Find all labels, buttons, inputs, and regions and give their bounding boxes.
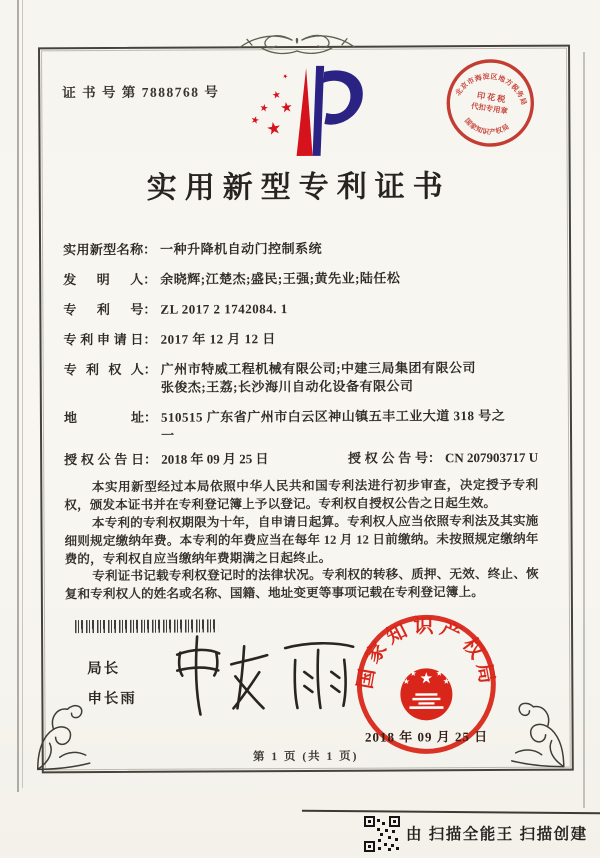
field-label: 专利权人 [63, 361, 144, 378]
scanner-app-note: 由 扫描全能王 扫描创建 [406, 826, 588, 843]
field-row-filing-date [63, 329, 541, 350]
tax-stamp-line2: 代扣专用章 [470, 101, 509, 116]
seal-arc-text: 国家知识产权局 [354, 615, 499, 691]
logo-star-icon: ★ [281, 72, 289, 81]
field-colon: ： [143, 361, 157, 377]
logo-star-icon: ★ [258, 102, 270, 115]
logo-star-icon: ★ [264, 117, 284, 141]
grant-row [64, 449, 542, 470]
director-signature [147, 628, 362, 721]
director-block [87, 657, 137, 708]
field-colon: ： [144, 451, 158, 467]
field-value: 余晓辉;江楚杰;盛民;王强;黄先业;陆任松 [160, 270, 401, 287]
qr-code [364, 816, 400, 852]
seal-date: 2018 年 09 月 25 日 [364, 729, 489, 745]
logo-star-icon: ★ [271, 89, 283, 102]
field-list [63, 239, 542, 457]
field-colon: ： [143, 301, 157, 317]
grant-number [348, 449, 542, 468]
field-row-utility-model-name [63, 239, 541, 260]
tax-stamp-line1: 印 花 税 [476, 90, 506, 105]
logo-p-mark [246, 64, 371, 163]
field-row-patent-number [63, 299, 541, 320]
tax-stamp-seal [436, 48, 545, 157]
field-label: 发明人 [63, 271, 144, 288]
field-row-address [64, 407, 542, 446]
grant-date [64, 450, 268, 469]
field-value: 2018 年 09 月 25 日 [161, 451, 269, 467]
field-label: 实用新型名称 [63, 241, 144, 258]
director-name: 申长雨 [87, 690, 137, 708]
field-value: CN 207903717 U [444, 449, 539, 466]
page-number: 第 1 页 (共 1 页) [252, 750, 359, 764]
body-paragraph: 专利证书记载专利权登记时的法律状况。专利权的转移、质押、无效、终止、恢复和专利权人的姓名或名称、国籍、地址变更等事项记载在专利登记簿上。 [64, 567, 539, 602]
cnipa-logo [246, 64, 371, 163]
border-top-ornament [202, 31, 392, 62]
field-value: 510515 广东省广州市白云区神山镇五丰工业大道 318 号之 一 [160, 407, 506, 443]
field-value: ZL 2017 2 1742084. 1 [160, 301, 288, 317]
field-colon: ： [427, 450, 442, 466]
logo-star-icon: ★ [249, 114, 261, 128]
field-value: 2017 年 12 月 12 日 [160, 331, 276, 347]
body-paragraph: 本实用新型经过本局依照中华人民共和国专利法进行初步审查，决定授予专利权，颁发本证书并在专利登记簿上予以登记。专利权自授权公告之日起生效。 [64, 477, 539, 513]
field-colon: ： [143, 331, 157, 347]
field-colon: ： [143, 241, 157, 257]
certificate-number: 证 书 号 第 7888768 号 [62, 84, 220, 101]
tax-stamp-top-text: 北京市海淀区地方税务局 [454, 72, 529, 107]
field-label: 专利申请日 [63, 331, 144, 348]
certificate-title: 实用新型专利证书 [146, 170, 451, 205]
field-colon: ： [143, 271, 157, 287]
field-colon: ： [143, 409, 157, 425]
director-label: 局长 [87, 660, 121, 678]
field-value: 广州市特威工程机械有限公司;中建三局集团有限公司 张俊杰;王荔;长沙海川自动化设备有限公司 [160, 360, 477, 395]
field-value: 一种升降机自动门控制系统 [160, 240, 323, 257]
logo-star-icon: ★ [279, 99, 294, 117]
national-emblem-icon [400, 668, 452, 720]
field-label: 授权公告号 [347, 450, 429, 466]
body-paragraph: 本专利的专利权期限为十年，自申请日起算。专利权人应当依照专利法及其实施细则规定缴纳年费。本专利的年费应当在每年 12 月 12 日前缴纳。未按照规定缴纳年费的，专利权自应当缴纳年费期满之日起终止。 [64, 513, 539, 566]
field-label: 专利号 [63, 301, 144, 318]
field-label: 地址 [63, 409, 144, 426]
certificate-body-text [64, 477, 539, 605]
field-row-inventors [63, 269, 541, 290]
field-label: 授权公告日 [64, 451, 145, 468]
field-row-patentees [64, 359, 542, 398]
svg-text:国家知识产权局 [461, 115, 512, 139]
tax-stamp-bottom-text: 国家知识产权局 [462, 117, 511, 137]
